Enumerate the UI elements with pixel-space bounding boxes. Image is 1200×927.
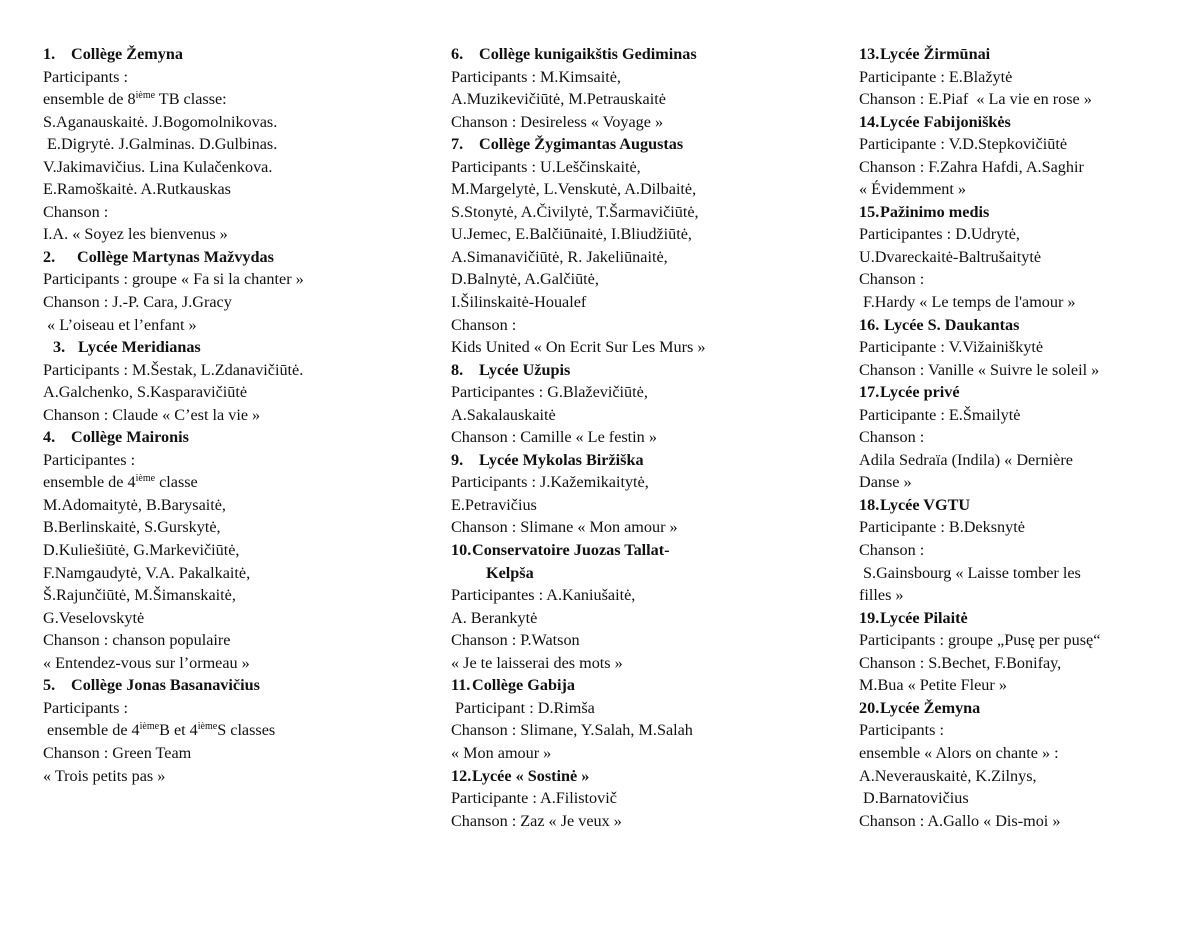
entry-title: Collège Žemyna — [71, 45, 183, 63]
entry-line: A.Galchenko, S.Kasparavičiūtė — [43, 383, 248, 402]
entry-heading — [451, 765, 831, 788]
program-entry — [859, 607, 1189, 697]
entry-title: Lycée Pilaitė — [880, 608, 968, 627]
entry-line: Participants : groupe „Pusę per pusę“ — [859, 631, 1101, 650]
entry-line: M.Bua « Petite Fleur » — [859, 676, 1007, 695]
entry-line: Chanson : Green Team — [43, 743, 192, 762]
entry-title: Conservatoire Juozas Tallat- — [472, 541, 670, 560]
entry-line: Participants : — [859, 721, 944, 740]
entry-title: Lycée Fabijoniškės — [880, 112, 1011, 131]
entry-line: Chanson : Claude « C’est la vie » — [43, 405, 261, 424]
entry-number: 9. — [451, 450, 464, 469]
entry-heading — [43, 246, 423, 269]
program-entry — [859, 201, 1189, 314]
program-entry — [43, 246, 423, 336]
entry-line: « Je te laisserai des mots » — [451, 653, 623, 672]
entry-line: D.Kuliešiūtė, G.Markevičiūtė, — [43, 541, 240, 560]
entry-number: 10. — [451, 541, 472, 560]
entry-number: 2. — [43, 247, 56, 266]
entry-heading — [859, 111, 1189, 134]
entry-title: Collège Martynas Mažvydas — [77, 247, 274, 266]
superscript: ième — [197, 721, 218, 733]
entry-heading — [43, 426, 423, 449]
entry-line: « Évidemment » — [859, 180, 966, 199]
entry-line: Participante : B.Deksnytė — [859, 518, 1025, 537]
entry-title: Lycée « Sostinė » — [472, 766, 590, 785]
entry-line: S.Stonytė, A.Čivilytė, T.Šarmavičiūtė, — [451, 202, 699, 221]
program-entry — [859, 111, 1189, 201]
entry-heading — [859, 697, 1189, 720]
entry-line: Chanson : Vanille « Suivre le soleil » — [859, 360, 1100, 379]
entry-heading — [859, 43, 1189, 66]
entry-heading — [43, 43, 423, 66]
program-entry — [451, 133, 831, 358]
entry-line: ensemble de 8ième TB classe: — [43, 90, 227, 109]
entry-line: A. Berankytė — [451, 608, 538, 627]
entry-line: Chanson : P.Watson — [451, 631, 580, 650]
entry-line: I.Šilinskaitė-Houalef — [451, 293, 587, 312]
entry-heading — [451, 359, 831, 382]
program-entry — [451, 765, 831, 833]
entry-number: 16. — [859, 315, 880, 334]
entry-line: Participante : E.Blažytė — [859, 67, 1013, 86]
entry-line: ensemble « Alors on chante » : — [859, 743, 1059, 762]
entry-number: 15. — [859, 202, 880, 221]
entry-title: Collège Žygimantas Augustas — [479, 135, 684, 154]
entry-line: Participantes : A.Kaniušaitė, — [451, 586, 636, 605]
column-2 — [451, 43, 831, 832]
entry-title: Collège Gabija — [472, 676, 575, 695]
entry-line: A.Neverauskaitė, K.Zilnys, — [859, 766, 1037, 785]
entry-title: Lycée VGTU — [880, 495, 971, 514]
column-3 — [859, 43, 1189, 832]
entry-heading — [451, 133, 831, 156]
entry-number: 6. — [451, 45, 464, 63]
program-entry — [859, 494, 1189, 607]
entry-line: Chanson : chanson populaire — [43, 631, 231, 650]
entry-line: S.Aganauskaitė. J.Bogomolnikovas. — [43, 112, 278, 131]
entry-title: Pažinimo medis — [880, 202, 990, 221]
column-1 — [43, 43, 423, 787]
entry-number: 7. — [451, 135, 464, 154]
program-entry — [43, 674, 423, 787]
entry-line: Kids United « On Ecrit Sur Les Murs » — [451, 338, 706, 357]
entry-heading — [451, 43, 831, 66]
entry-line: E.Petravičius — [451, 495, 537, 514]
entry-line: D.Barnatovičius — [859, 789, 969, 808]
entry-line: Chanson : Camille « Le festin » — [451, 428, 657, 447]
entry-heading — [451, 449, 831, 472]
program-entry — [859, 381, 1189, 494]
entry-line: S.Gainsbourg « Laisse tomber les — [859, 563, 1081, 582]
entry-number: 4. — [43, 428, 56, 447]
entry-heading — [43, 674, 423, 697]
entry-line: Chanson : Slimane « Mon amour » — [451, 518, 678, 537]
entry-number: 19. — [859, 608, 880, 627]
entry-line: Š.Rajunčiūtė, M.Šimanskaitė, — [43, 586, 236, 605]
entry-line: Adila Sedraïa (Indila) « Dernière — [859, 450, 1073, 469]
entry-line: Participants : groupe « Fa si la chanter » — [43, 270, 304, 289]
entry-line: Chanson : Zaz « Je veux » — [451, 811, 622, 830]
entry-line: Participantes : D.Udrytė, — [859, 225, 1020, 244]
entry-title: Lycée Meridianas — [78, 338, 201, 357]
entry-heading — [451, 674, 831, 697]
entry-heading — [859, 314, 1189, 337]
entry-line: A.Simanavičiūtė, R. Jakeliūnaitė, — [451, 247, 668, 266]
program-entry — [43, 43, 423, 246]
entry-heading — [859, 201, 1189, 224]
entry-line: filles » — [859, 586, 904, 605]
entry-heading — [859, 607, 1189, 630]
entry-title: Lycée S. Daukantas — [880, 315, 1020, 334]
entry-title: Collège Jonas Basanavičius — [71, 676, 260, 695]
entry-line: Chanson : — [859, 541, 925, 560]
entry-line: A.Muzikevičiūtė, M.Petrauskaitė — [451, 90, 666, 109]
entry-line: G.Veselovskytė — [43, 608, 145, 627]
entry-line: I.A. « Soyez les bienvenus » — [43, 225, 228, 244]
entry-number: 3. — [53, 338, 66, 357]
entry-line: « Entendez-vous sur l’ormeau » — [43, 653, 250, 672]
program-entry — [43, 426, 423, 674]
entry-title: Lycée Žirmūnai — [880, 45, 991, 63]
entry-number: 1. — [43, 45, 56, 63]
entry-line: Participantes : — [43, 450, 136, 469]
superscript: ième — [135, 90, 156, 102]
entry-number: 5. — [43, 676, 56, 695]
entry-line: « L’oiseau et l’enfant » — [43, 315, 197, 334]
entry-line: ensemble de 4ième classe — [43, 473, 198, 492]
entry-line: Chanson : — [43, 202, 109, 221]
entry-heading — [451, 539, 831, 562]
entry-heading — [43, 336, 423, 359]
entry-line: « Trois petits pas » — [43, 766, 166, 785]
entry-line: E.Digrytė. J.Galminas. D.Gulbinas. — [43, 135, 278, 154]
entry-line: Participante : V.D.Stepkovičiūtė — [859, 135, 1068, 154]
entry-line: F.Hardy « Le temps de l'amour » — [859, 293, 1076, 312]
entry-line: Participants : M.Šestak, L.Zdanavičiūtė. — [43, 360, 304, 379]
entry-title: Collège Maironis — [71, 428, 189, 447]
entry-line: D.Balnytė, A.Galčiūtė, — [451, 270, 599, 289]
entry-line: Chanson : S.Bechet, F.Bonifay, — [859, 653, 1062, 672]
entry-title: Collège kunigaikštis Gediminas — [479, 45, 697, 63]
entry-title: Lycée Žemyna — [880, 698, 981, 717]
entry-line: ensemble de 4ièmeB et 4ièmeS classes — [43, 721, 276, 740]
entry-title-continued: Kelpša — [486, 563, 534, 582]
entry-line: Participante : V.Vižainiškytė — [859, 338, 1044, 357]
entry-number: 11. — [451, 676, 471, 695]
entry-line: B.Berlinskaitė, S.Gurskytė, — [43, 518, 221, 537]
entry-line: Participante : E.Šmailytė — [859, 405, 1021, 424]
entry-line: Participants : J.Kažemikaitytė, — [451, 473, 649, 492]
entry-line: V.Jakimavičius. Lina Kulačenkova. — [43, 157, 273, 176]
program-entry — [451, 539, 831, 674]
entry-line: Chanson : E.Piaf « La vie en rose » — [859, 90, 1092, 109]
entry-line: Chanson : — [859, 428, 925, 447]
entry-line: Chanson : Desireless « Voyage » — [451, 112, 664, 131]
program-entry — [859, 697, 1189, 832]
entry-line: Chanson : A.Gallo « Dis-moi » — [859, 811, 1061, 830]
entry-line: Chanson : — [859, 270, 925, 289]
entry-line: Danse » — [859, 473, 912, 492]
entry-line: « Mon amour » — [451, 743, 552, 762]
entry-line: Chanson : F.Zahra Hafdi, A.Saghir — [859, 157, 1084, 176]
entry-number: 14. — [859, 112, 880, 131]
entry-number: 20. — [859, 698, 880, 717]
entry-line: A.Sakalauskaitė — [451, 405, 556, 424]
entry-line: M.Adomaitytė, B.Barysaitė, — [43, 495, 226, 514]
entry-line: Chanson : Slimane, Y.Salah, M.Salah — [451, 721, 693, 740]
entry-line: E.Ramoškaitė. A.Rutkauskas — [43, 180, 231, 199]
entry-line: Participants : M.Kimsaitė, — [451, 67, 621, 86]
program-entry — [451, 359, 831, 449]
superscript: ième — [139, 721, 160, 733]
entry-line: Participant : D.Rimša — [451, 698, 595, 717]
program-entry — [451, 674, 831, 764]
entry-number: 17. — [859, 383, 880, 402]
entry-heading — [859, 494, 1189, 517]
program-entry — [451, 43, 831, 133]
entry-line: Chanson : J.-P. Cara, J.Gracy — [43, 293, 232, 312]
program-entry — [859, 43, 1189, 111]
program-entry — [451, 449, 831, 539]
entry-number: 13. — [859, 45, 880, 63]
program-entry — [43, 336, 423, 426]
entry-title: Lycée Mykolas Biržiška — [479, 450, 644, 469]
entry-title: Lycée Užupis — [479, 360, 571, 379]
entry-line: Participants : — [43, 698, 128, 717]
entry-line: M.Margelytė, L.Venskutė, A.Dilbaitė, — [451, 180, 697, 199]
entry-line: Participants : — [43, 67, 128, 86]
entry-line: Chanson : — [451, 315, 517, 334]
program-entry — [859, 314, 1189, 382]
superscript: ième — [135, 473, 156, 485]
entry-number: 18. — [859, 495, 880, 514]
entry-line: Participantes : G.Blaževičiūtė, — [451, 383, 648, 402]
entry-line: F.Namgaudytė, V.A. Pakalkaitė, — [43, 563, 251, 582]
entry-line: Participants : U.Leščinskaitė, — [451, 157, 641, 176]
entry-heading — [859, 381, 1189, 404]
entry-line: Participante : A.Filistovič — [451, 789, 617, 808]
entry-number: 12. — [451, 766, 472, 785]
entry-number: 8. — [451, 360, 464, 379]
entry-title: Lycée privé — [880, 383, 960, 402]
entry-line: U.Dvareckaitė-Baltrušaitytė — [859, 247, 1042, 266]
entry-line: U.Jemec, E.Balčiūnaitė, I.Bliudžiūtė, — [451, 225, 692, 244]
